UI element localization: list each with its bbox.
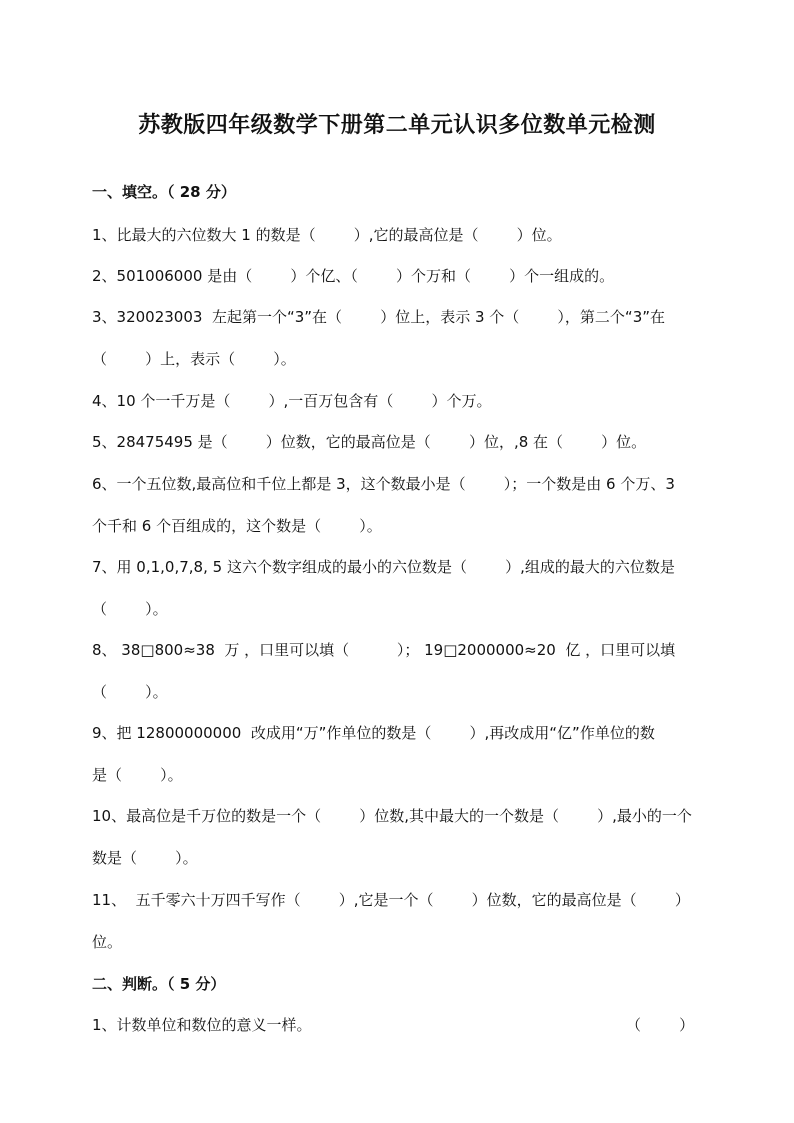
question-line: 2、501006000 是由（ ）个亿、（ ）个万和（ ）个一组成的。	[92, 267, 615, 285]
question-line: （ ）。	[92, 600, 168, 618]
page-title: 苏教版四年级数学下册第二单元认识多位数单元检测	[138, 113, 656, 138]
question-line: 3、320023003 左起第一个“3”在（ ）位上，表示 3 个（ ），第二个“3”在	[92, 308, 666, 326]
judgement-item-text: 1、计数单位和数位的意义一样。	[92, 1016, 312, 1034]
question-line: （ ）。	[92, 683, 168, 701]
question-line: 9、把 12800000000 改成用“万”作单位的数是（ ）,再改成用“亿”作单位的数	[92, 724, 655, 742]
section-1-heading: 一、填空。（ 28 分）	[92, 183, 236, 201]
judgement-answer-blank[interactable]: （ ）	[626, 1016, 695, 1034]
question-line: （ ）上，表示（ ）。	[92, 350, 296, 368]
question-line: 4、10 个一千万是（ ）,一百万包含有（ ）个万。	[92, 392, 492, 410]
question-line: 5、28475495 是（ ）位数，它的最高位是（ ）位，,8 在（ ）位。	[92, 433, 647, 451]
question-line: 数是（ ）。	[92, 849, 198, 867]
question-line: 10、最高位是千万位的数是一个（ ）位数,其中最大的一个数是（ ）,最小的一个	[92, 807, 692, 825]
question-line: 1、比最大的六位数大 1 的数是（ ）,它的最高位是（ ）位。	[92, 226, 562, 244]
question-line: 个千和 6 个百组成的，这个数是（ ）。	[92, 517, 382, 535]
question-line: 是（ ）。	[92, 766, 183, 784]
question-line: 6、一个五位数,最高位和千位上都是 3，这个数最小是（ ）；一个数是由 6 个万、3	[92, 475, 675, 493]
question-line: 位。	[92, 933, 123, 951]
question-line: 11、 五千零六十万四千写作（ ）,它是一个（ ）位数，它的最高位是（ ）	[92, 891, 690, 909]
question-line: 7、用 0,1,0,7,8, 5 这六个数字组成的最小的六位数是（ ）,组成的最大的六位数是	[92, 558, 675, 576]
question-line: 8、 38□800≈38 万 ，口里可以填（ ）； 19□2000000≈20 亿 ，口里可以填	[92, 641, 676, 659]
section-2-heading: 二、判断。（ 5 分）	[92, 975, 226, 993]
